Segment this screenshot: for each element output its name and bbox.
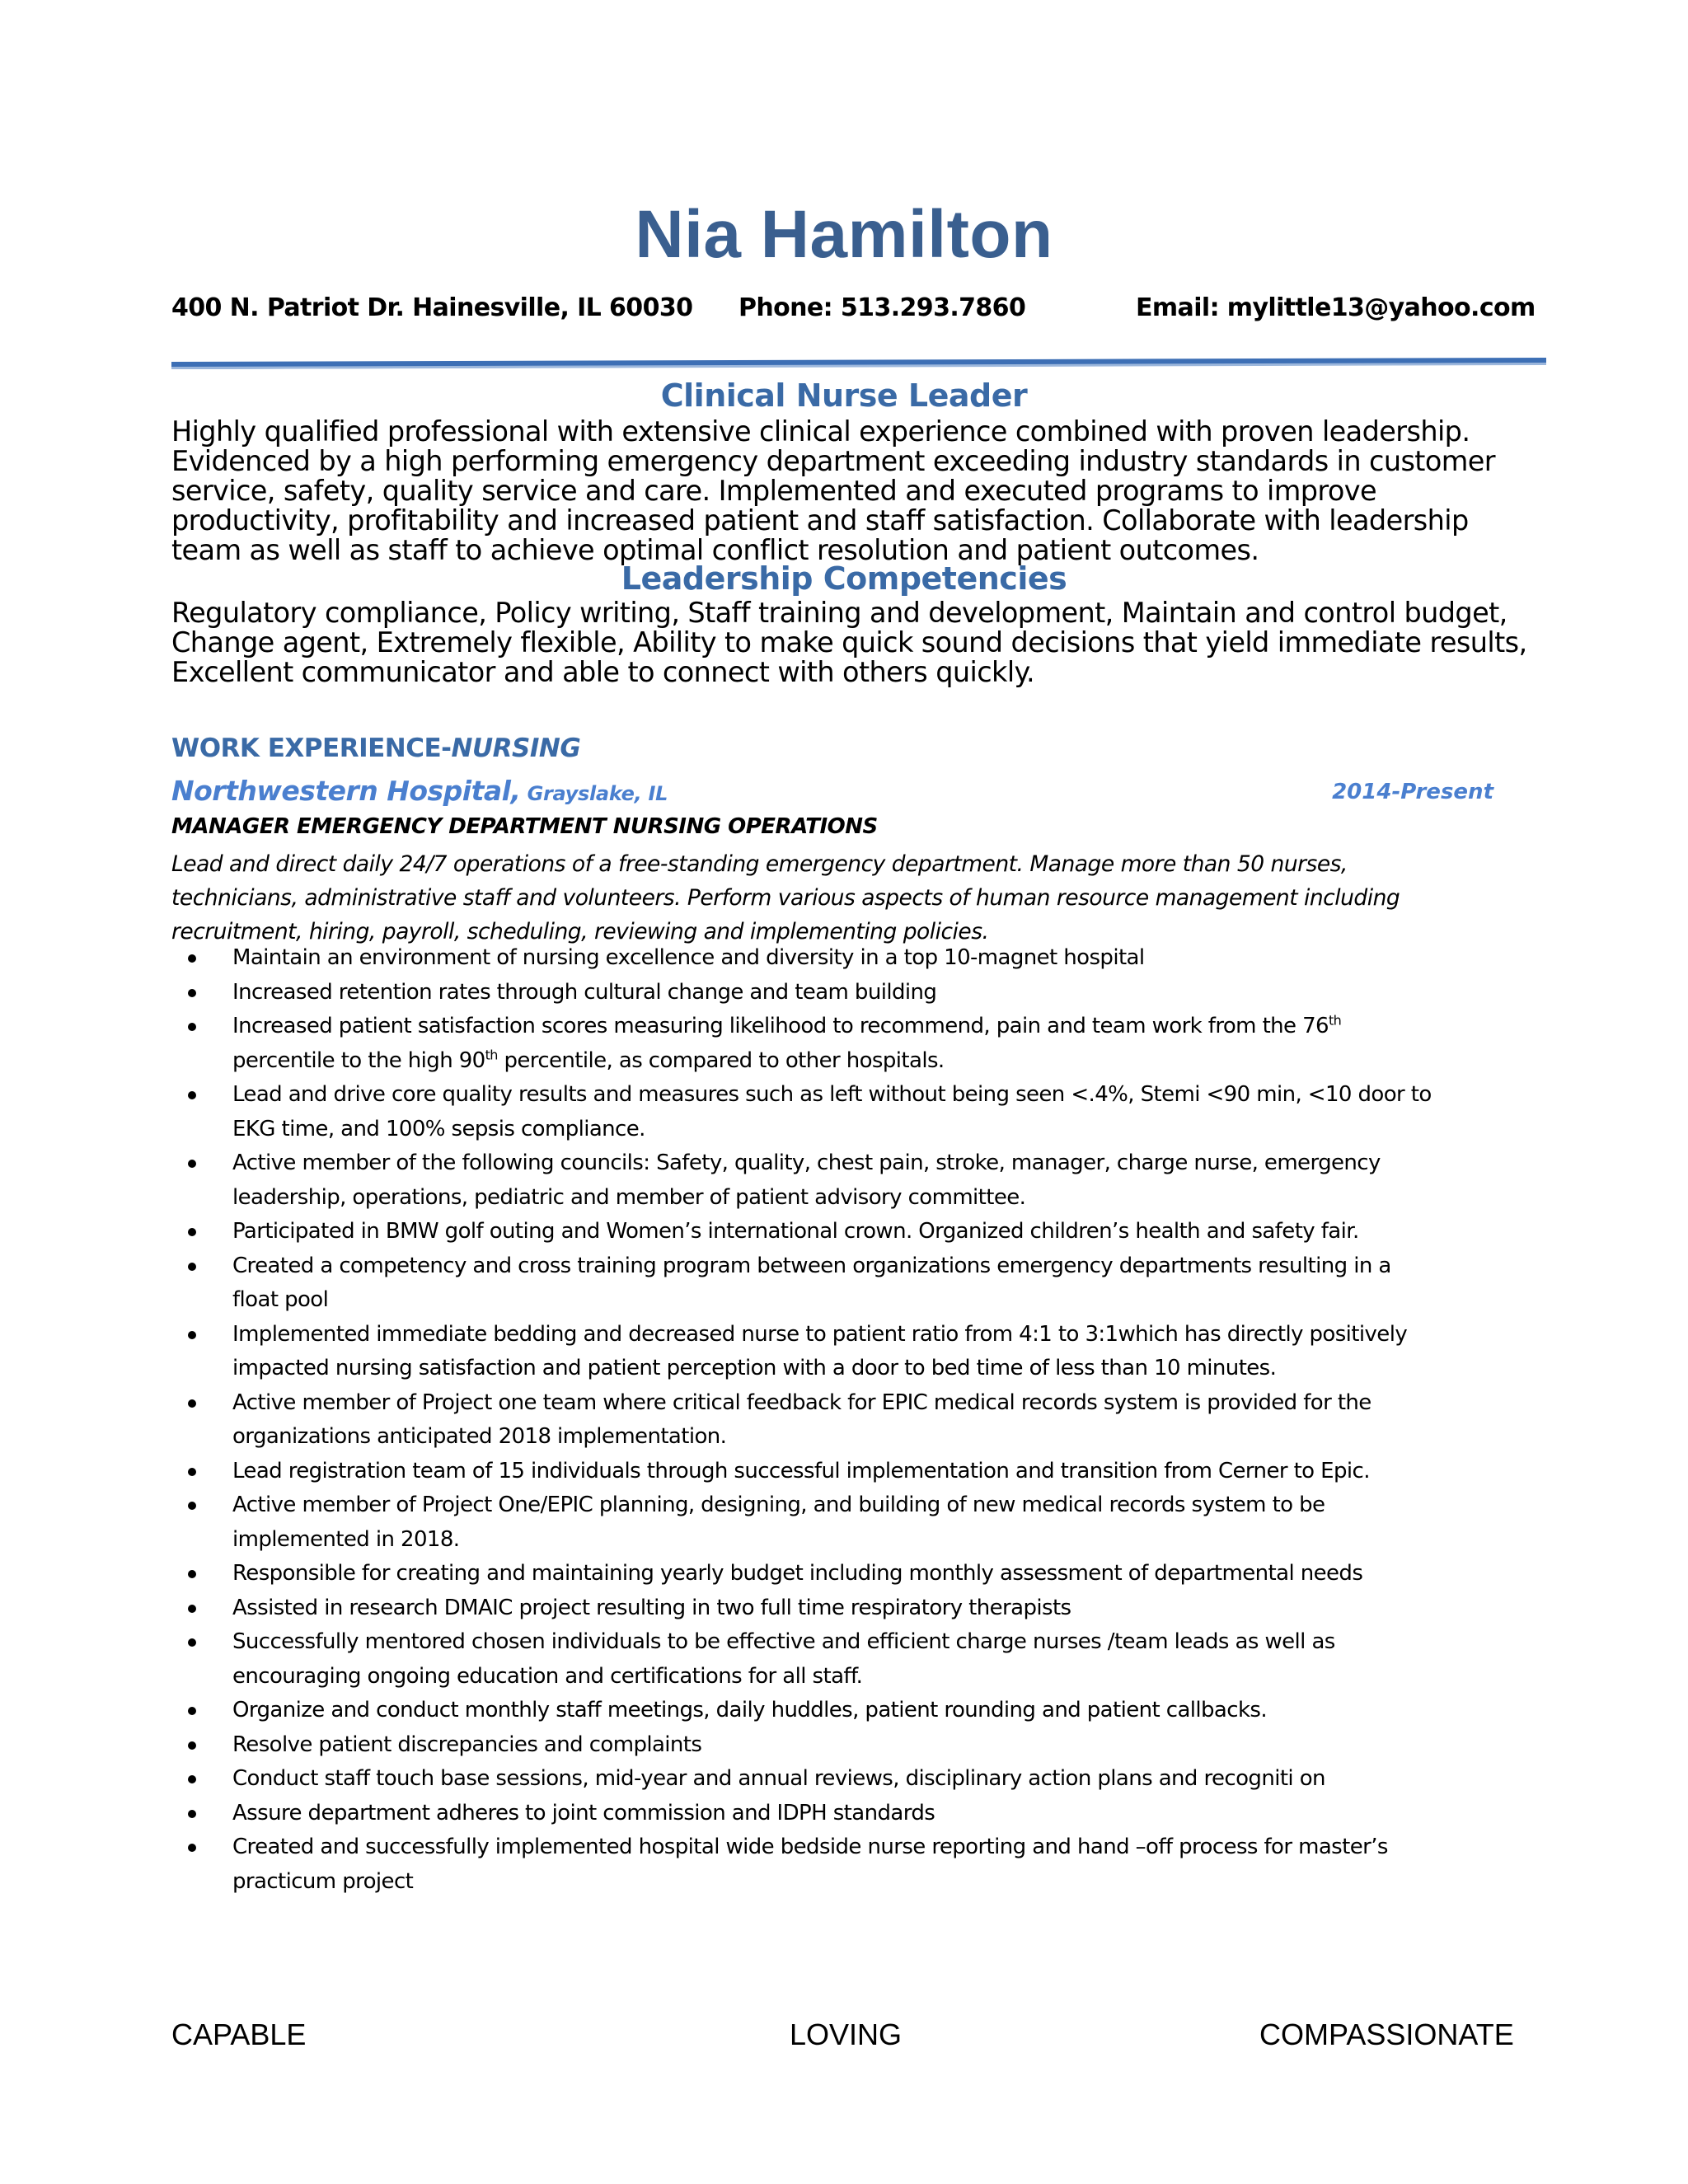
contact-address: 400 N. Patriot Dr. Hainesville, IL 60030 xyxy=(171,293,693,322)
bullet-item xyxy=(171,1488,1573,1557)
bullet-text: Resolve patient discrepancies and complaints xyxy=(232,1732,702,1757)
footer-center-word: LOVING xyxy=(790,2018,903,2051)
bullet-text: Created a competency and cross training program between organizations emergency departments resulting in a xyxy=(232,1253,1391,1278)
header-divider xyxy=(171,358,1546,369)
bullet-item xyxy=(171,1728,1573,1763)
competencies-line: Regulatory compliance, Policy writing, Staff training and development, Maintain and control budget, xyxy=(171,597,1507,629)
bullet-text: percentile, as compared to other hospitals. xyxy=(497,1047,945,1073)
job-description-line: technicians, administrative staff and volunteers. Perform various aspects of human resource management including xyxy=(171,885,1400,911)
bullet-text: practicum project xyxy=(232,1868,414,1894)
bullet-icon xyxy=(188,1228,196,1236)
job-description-line: recruitment, hiring, payroll, scheduling, reviewing and implementing policies. xyxy=(171,919,989,944)
bullet-icon xyxy=(188,1570,196,1578)
contact-email: Email: mylittle13@yahoo.com xyxy=(1136,293,1536,322)
bullet-text: Active member of Project One/EPIC planning, designing, and building of new medical records system to be xyxy=(232,1493,1325,1517)
bullet-icon xyxy=(188,1023,196,1031)
bullet-text: Increased retention rates through cultural change and team building xyxy=(232,979,937,1005)
summary-line: team as well as staff to achieve optimal conflict resolution and patient outcomes. xyxy=(171,534,1259,566)
bullet-text: Responsible for creating and maintaining yearly budget including monthly assessment of departmental needs xyxy=(232,1561,1363,1586)
superscript: th xyxy=(485,1046,498,1062)
bullet-text: float pool xyxy=(232,1287,329,1312)
bullet-item xyxy=(171,1591,1573,1626)
bullet-text: EKG time, and 100% sepsis compliance. xyxy=(232,1116,645,1141)
summary-line: service, safety, quality service and care. Implemented and executed programs to improve xyxy=(171,475,1376,507)
summary-heading: Clinical Nurse Leader xyxy=(660,377,1028,414)
bullet-text: Active member of Project one team where critical feedback for EPIC medical records system is provided for the xyxy=(232,1390,1372,1415)
bullet-text: Assure department adheres to joint commission and IDPH standards xyxy=(232,1800,935,1825)
bullet-icon xyxy=(188,1263,196,1271)
summary-line: Highly qualified professional with extensive clinical experience combined with proven leadership. xyxy=(171,415,1470,448)
bullet-text: Assisted in research DMAIC project resulting in two full time respiratory therapists xyxy=(232,1595,1071,1620)
bullet-item xyxy=(171,941,1573,976)
summary-line: productivity, profitability and increased patient and staff satisfaction. Collaborate with leadership xyxy=(171,504,1469,537)
bullet-text: Participated in BMW golf outing and Women’s international crown. Organized children’s health and safety fair. xyxy=(232,1219,1359,1244)
summary-paragraph xyxy=(171,417,1573,565)
bullet-text: impacted nursing satisfaction and patient perception with a door to bed time of less than 10 minutes. xyxy=(232,1356,1277,1380)
candidate-name: Nia Hamilton xyxy=(635,197,1053,272)
bullet-text: encouraging ongoing education and certifications for all staff. xyxy=(232,1663,863,1689)
bullet-item xyxy=(171,1386,1573,1455)
bullet-text: Lead registration team of 15 individuals through successful implementation and transition from Cerner to Epic. xyxy=(232,1458,1370,1483)
bullet-item xyxy=(171,1625,1573,1694)
bullet-icon xyxy=(188,1707,196,1715)
work-experience-label: WORK EXPERIENCE- xyxy=(171,733,452,763)
bullet-icon xyxy=(188,1638,196,1647)
bullet-icon xyxy=(188,1331,196,1339)
superscript: th xyxy=(1329,1012,1342,1029)
footer-left-word: CAPABLE xyxy=(171,2018,307,2051)
competencies-paragraph xyxy=(171,598,1573,687)
bullet-icon xyxy=(188,989,196,997)
bullet-item xyxy=(171,976,1573,1010)
bullet-icon xyxy=(188,1605,196,1613)
bullet-icon xyxy=(188,1810,196,1818)
contact-phone: Phone: 513.293.7860 xyxy=(738,293,1026,322)
bullet-item xyxy=(171,1249,1573,1318)
job-title: MANAGER EMERGENCY DEPARTMENT NURSING OPERATIONS xyxy=(171,814,878,839)
bullet-item xyxy=(171,1830,1573,1899)
bullet-item xyxy=(171,1078,1573,1146)
bullet-icon xyxy=(188,1399,196,1408)
bullet-item xyxy=(171,1318,1573,1386)
bullet-text: Active member of the following councils: Safety, quality, chest pain, stroke, manager, charge nurse, emergency xyxy=(232,1151,1381,1175)
bullet-text: Conduct staff touch base sessions, mid-year and annual reviews, disciplinary action plans and recogniti on xyxy=(232,1766,1325,1791)
bullet-text: Created and successfully implemented hospital wide bedside nurse reporting and hand –off process for master’s xyxy=(232,1835,1388,1859)
bullet-icon xyxy=(188,1844,196,1852)
bullet-item xyxy=(171,1762,1573,1797)
bullet-text-line xyxy=(232,1010,1573,1044)
bullet-text: percentile to the high 90 xyxy=(232,1047,485,1073)
bullet-icon xyxy=(188,1468,196,1476)
bullet-text: organizations anticipated 2018 implementation. xyxy=(232,1424,727,1449)
footer-right-word: COMPASSIONATE xyxy=(1259,2018,1514,2051)
competencies-line: Excellent communicator and able to connect with others quickly. xyxy=(171,656,1035,688)
bullet-text: implemented in 2018. xyxy=(232,1526,460,1552)
employer-line xyxy=(171,775,668,807)
bullet-item xyxy=(171,1455,1573,1489)
bullet-text: Implemented immediate bedding and decreased nurse to patient ratio from 4:1 to 3:1which has directly positively xyxy=(232,1321,1408,1347)
bullet-item xyxy=(171,1557,1573,1591)
bullet-text: Successfully mentored chosen individuals to be effective and efficient charge nurses /team leads as well as xyxy=(232,1629,1335,1654)
work-experience-sublabel: NURSING xyxy=(451,733,581,763)
bullet-icon xyxy=(188,1741,196,1750)
employment-dates: 2014-Present xyxy=(1332,780,1493,804)
bullet-text-line xyxy=(232,1044,1573,1079)
bullet-icon xyxy=(188,1502,196,1510)
bullet-icon xyxy=(188,1091,196,1099)
accomplishments-list xyxy=(171,941,1573,1899)
bullet-item xyxy=(171,1797,1573,1831)
bullet-text: Organize and conduct monthly staff meetings, daily huddles, patient rounding and patient callbacks. xyxy=(232,1698,1268,1722)
bullet-text: Lead and drive core quality results and measures such as left without being seen <.4%, Stemi <90 min, <10 door to xyxy=(232,1082,1432,1107)
bullet-icon xyxy=(188,954,196,963)
bullet-text: Increased patient satisfaction scores measuring likelihood to recommend, pain and team work from the 76 xyxy=(232,1014,1329,1038)
job-description-line: Lead and direct daily 24/7 operations of a free-standing emergency department. Manage more than 50 nurses, xyxy=(171,851,1348,877)
bullet-text: leadership, operations, pediatric and member of patient advisory committee. xyxy=(232,1184,1026,1210)
bullet-item xyxy=(171,1215,1573,1249)
competencies-heading: Leadership Competencies xyxy=(621,560,1067,597)
competencies-line: Change agent, Extremely flexible, Ability to make quick sound decisions that yield immediate results, xyxy=(171,626,1527,658)
bullet-item xyxy=(171,1146,1573,1215)
employer-location: Grayslake, IL xyxy=(520,782,668,805)
employer-name: Northwestern Hospital, xyxy=(171,775,521,807)
bullet-icon xyxy=(188,1160,196,1168)
bullet-item xyxy=(171,1010,1573,1078)
bullet-text: Maintain an environment of nursing excellence and diversity in a top 10-magnet hospital xyxy=(232,945,1145,970)
job-description xyxy=(171,847,1573,949)
summary-line: Evidenced by a high performing emergency department exceeding industry standards in customer xyxy=(171,445,1495,477)
bullet-icon xyxy=(188,1775,196,1783)
work-experience-heading xyxy=(171,733,580,763)
bullet-item xyxy=(171,1694,1573,1728)
